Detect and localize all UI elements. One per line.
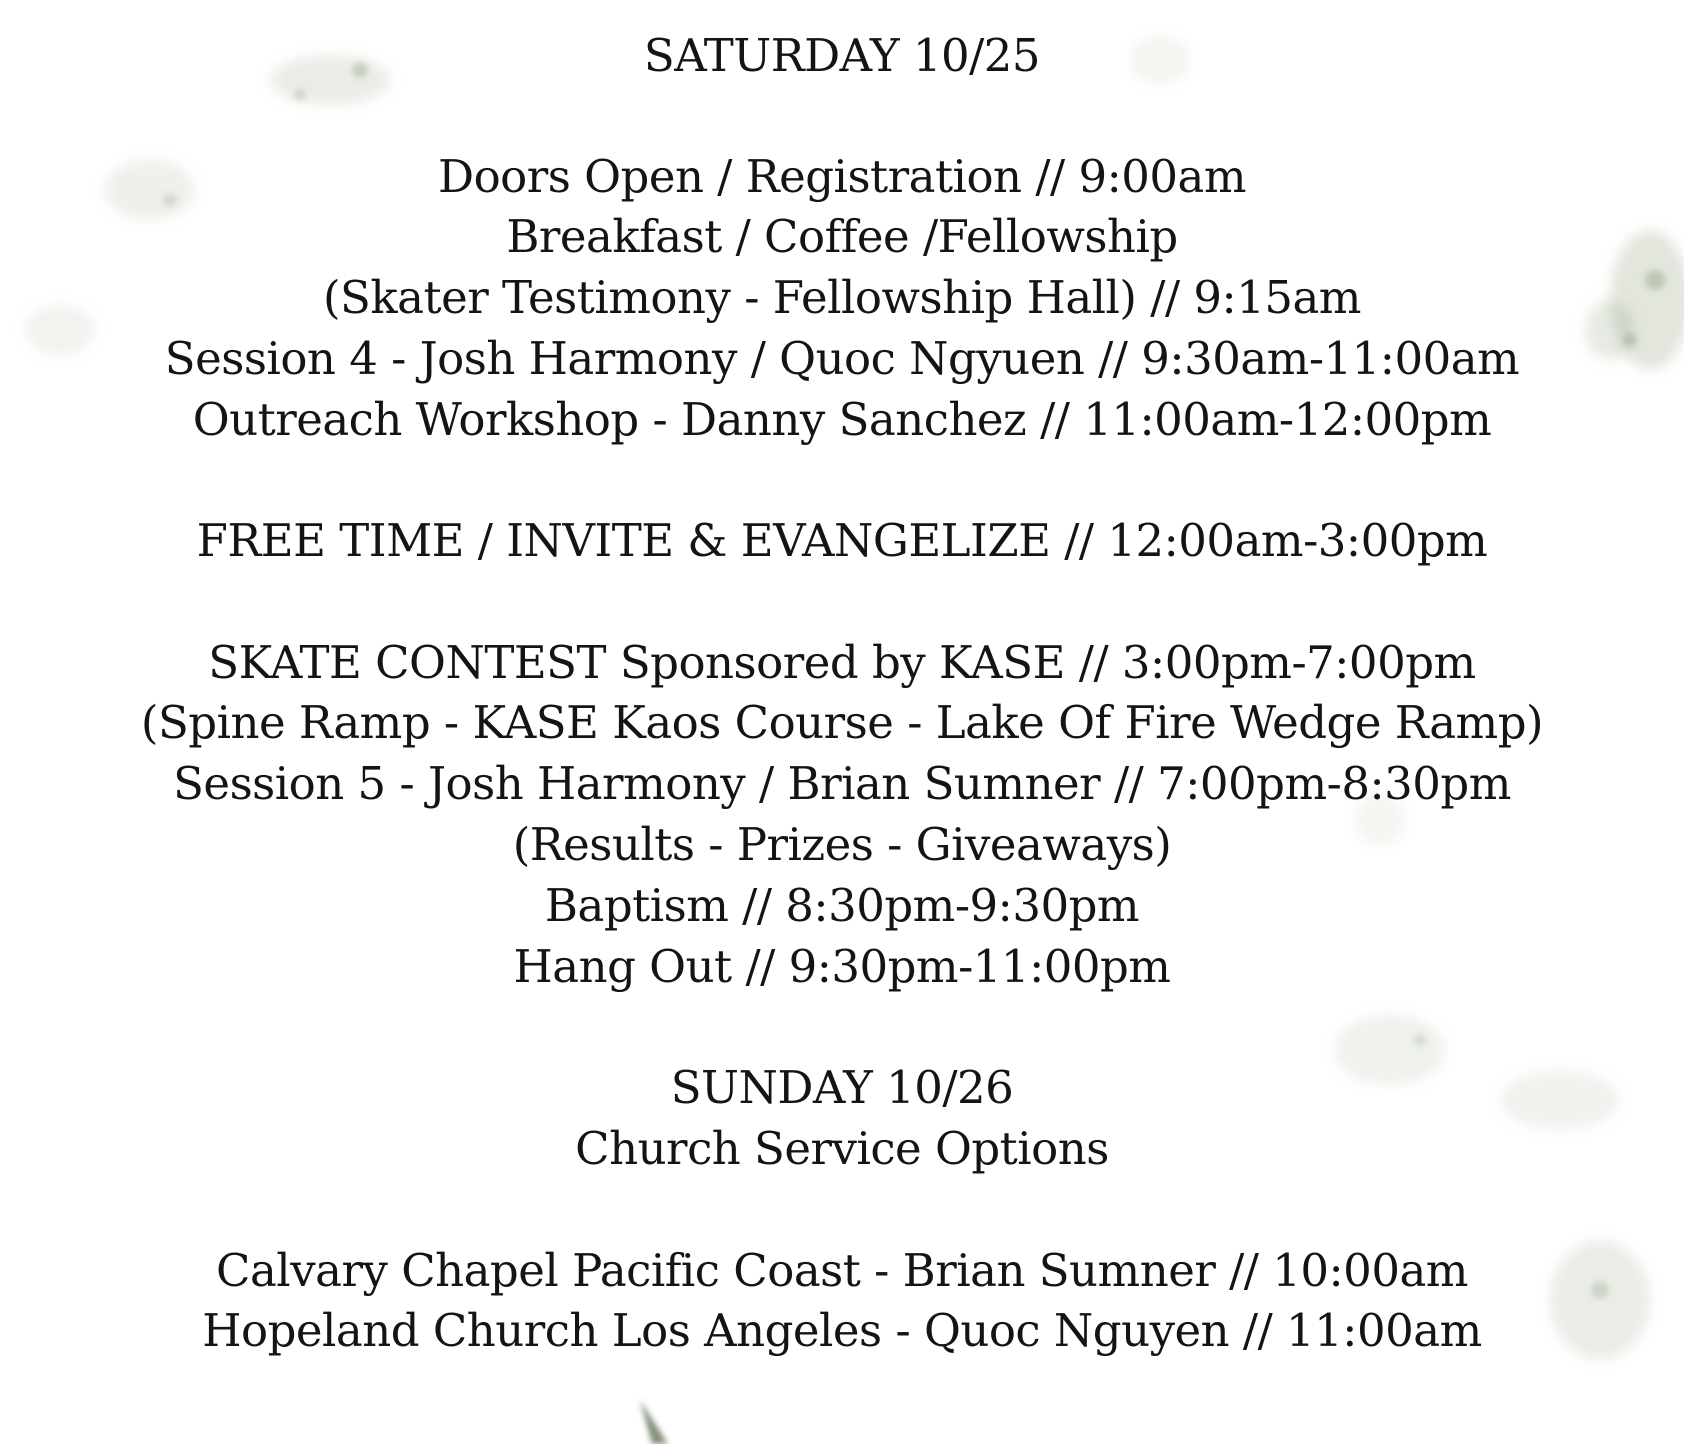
sunday-subheading: Church Service Options	[575, 1122, 1109, 1175]
sunday-heading: SUNDAY 10/26	[670, 1061, 1014, 1114]
schedule-item-doors-open: Doors Open / Registration // 9:00am	[437, 150, 1246, 203]
schedule-item-hang-out: Hang Out // 9:30pm-11:00pm	[513, 940, 1171, 993]
schedule-item-session-4: Session 4 - Josh Harmony / Quoc Ngyuen // 9:30am-11:00am	[164, 332, 1520, 385]
service-item-calvary-chapel: Calvary Chapel Pacific Coast - Brian Sumner // 10:00am	[216, 1244, 1468, 1297]
schedule-item-session-5: Session 5 - Josh Harmony / Brian Sumner // 7:00pm-8:30pm	[173, 757, 1511, 810]
schedule-item-results: (Results - Prizes - Giveaways)	[512, 818, 1172, 871]
schedule-item-outreach-workshop: Outreach Workshop - Danny Sanchez // 11:00am-12:00pm	[192, 393, 1492, 446]
schedule-item-free-time: FREE TIME / INVITE & EVANGELIZE // 12:00am-3:00pm	[196, 514, 1488, 567]
schedule-item-baptism: Baptism // 8:30pm-9:30pm	[544, 879, 1140, 932]
service-item-hopeland-church: Hopeland Church Los Angeles - Quoc Nguyen // 11:00am	[202, 1304, 1482, 1357]
saturday-heading: SATURDAY 10/25	[643, 29, 1041, 82]
schedule-item-skate-contest: SKATE CONTEST Sponsored by KASE // 3:00pm-7:00pm	[208, 636, 1476, 689]
schedule-item-breakfast: Breakfast / Coffee /Fellowship	[506, 210, 1178, 263]
schedule-item-skate-courses: (Spine Ramp - KASE Kaos Course - Lake Of Fire Wedge Ramp)	[140, 696, 1544, 749]
schedule-item-skater-testimony: (Skater Testimony - Fellowship Hall) // 9:15am	[323, 271, 1361, 324]
